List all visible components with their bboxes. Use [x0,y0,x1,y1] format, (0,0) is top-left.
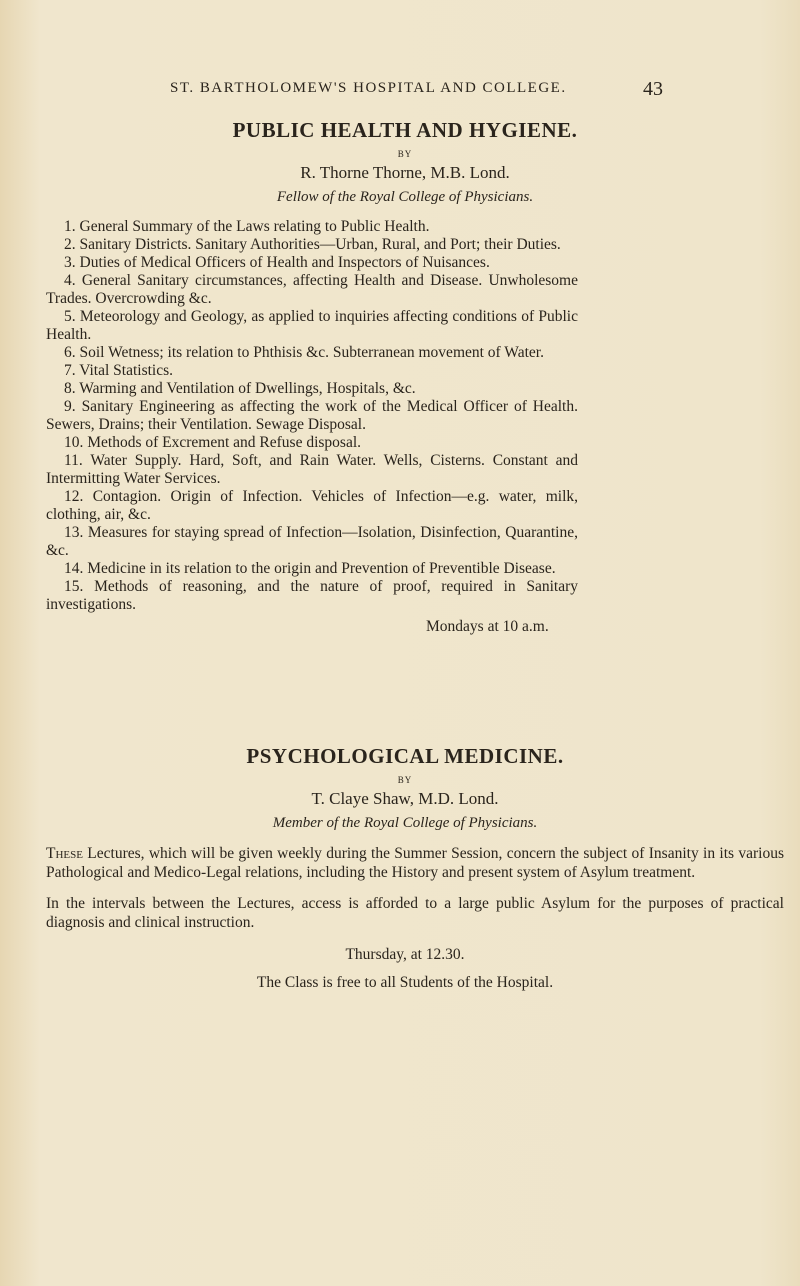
list-item: 10. Methods of Excrement and Refuse disposal. [64,434,362,451]
section-title: PUBLIC HEALTH AND HYGIENE. [232,118,578,142]
public-health-section [0,118,800,636]
list-item: 6. Soil Wetness; its relation to Phthisis &c. Subterranean movement of Water. [64,344,544,361]
list-item: 1. General Summary of the Laws relating to Public Health. [64,218,430,235]
list-item: 9. Sanitary Engineering as affecting the work of the Medical Officer of Health. Sewers, Drains; their Ventilation. Sewage Disposal. [46,398,578,433]
list-item: 5. Meteorology and Geology, as applied to inquiries affecting conditions of Public Health. [46,308,578,343]
paragraph-lead: These [46,845,83,862]
section-title: PSYCHOLOGICAL MEDICINE. [246,744,564,768]
paragraph-text: Lectures, which will be given weekly during the Summer Session, concern the subject of Insanity in its various Pathological and Medico-Legal relations, including the History and present system of Asylum treatment. [46,845,784,881]
affiliation: Fellow of the Royal College of Physicians. [276,189,534,205]
list-item: 13. Measures for staying spread of Infection—Isolation, Disinfection, Quarantine, &c. [46,524,578,559]
schedule-text: Thursday, at 12.30. [345,946,465,963]
list-item: 12. Contagion. Origin of Infection. Vehicles of Infection—e.g. water, milk, clothing, air, &c. [46,488,578,523]
by-label: BY [397,775,413,785]
paragraph: In the intervals between the Lectures, access is afforded to a large public Asylum for the purposes of practical diagnosis and clinical instruction. [46,895,784,931]
author: T. Claye Shaw, M.D. Lond. [311,789,499,808]
list-item: 4. General Sanitary circumstances, affecting Health and Disease. Unwholesome Trades. Overcrowding &c. [46,272,578,307]
author: R. Thorne Thorne, M.B. Lond. [300,163,510,182]
list-item: 7. Vital Statistics. [64,362,174,379]
list-item: 8. Warming and Ventilation of Dwellings, Hospitals, &c. [64,380,416,397]
list-item: 11. Water Supply. Hard, Soft, and Rain Water. Wells, Cisterns. Constant and Intermitting Water Services. [46,452,578,487]
list-item: 14. Medicine in its relation to the origin and Prevention of Preventible Disease. [64,560,556,577]
topic-list [46,218,578,614]
list-item: 15. Methods of reasoning, and the nature of proof, required in Sanitary investigations. [46,578,578,613]
schedule-text: Mondays at 10 a.m. [426,618,549,635]
list-item: 3. Duties of Medical Officers of Health and Inspectors of Nuisances. [64,254,490,271]
psychological-section [0,744,800,992]
by-label: BY [397,149,413,159]
paragraph [46,844,784,882]
list-item: 2. Sanitary Districts. Sanitary Authorities—Urban, Rural, and Port; their Duties. [64,236,561,253]
running-head: ST. BARTHOLOMEW'S HOSPITAL AND COLLEGE. [170,80,567,96]
class-note: The Class is free to all Students of the Hospital. [256,974,554,991]
page-number: 43 [643,78,663,100]
affiliation: Member of the Royal College of Physicians. [272,815,538,831]
